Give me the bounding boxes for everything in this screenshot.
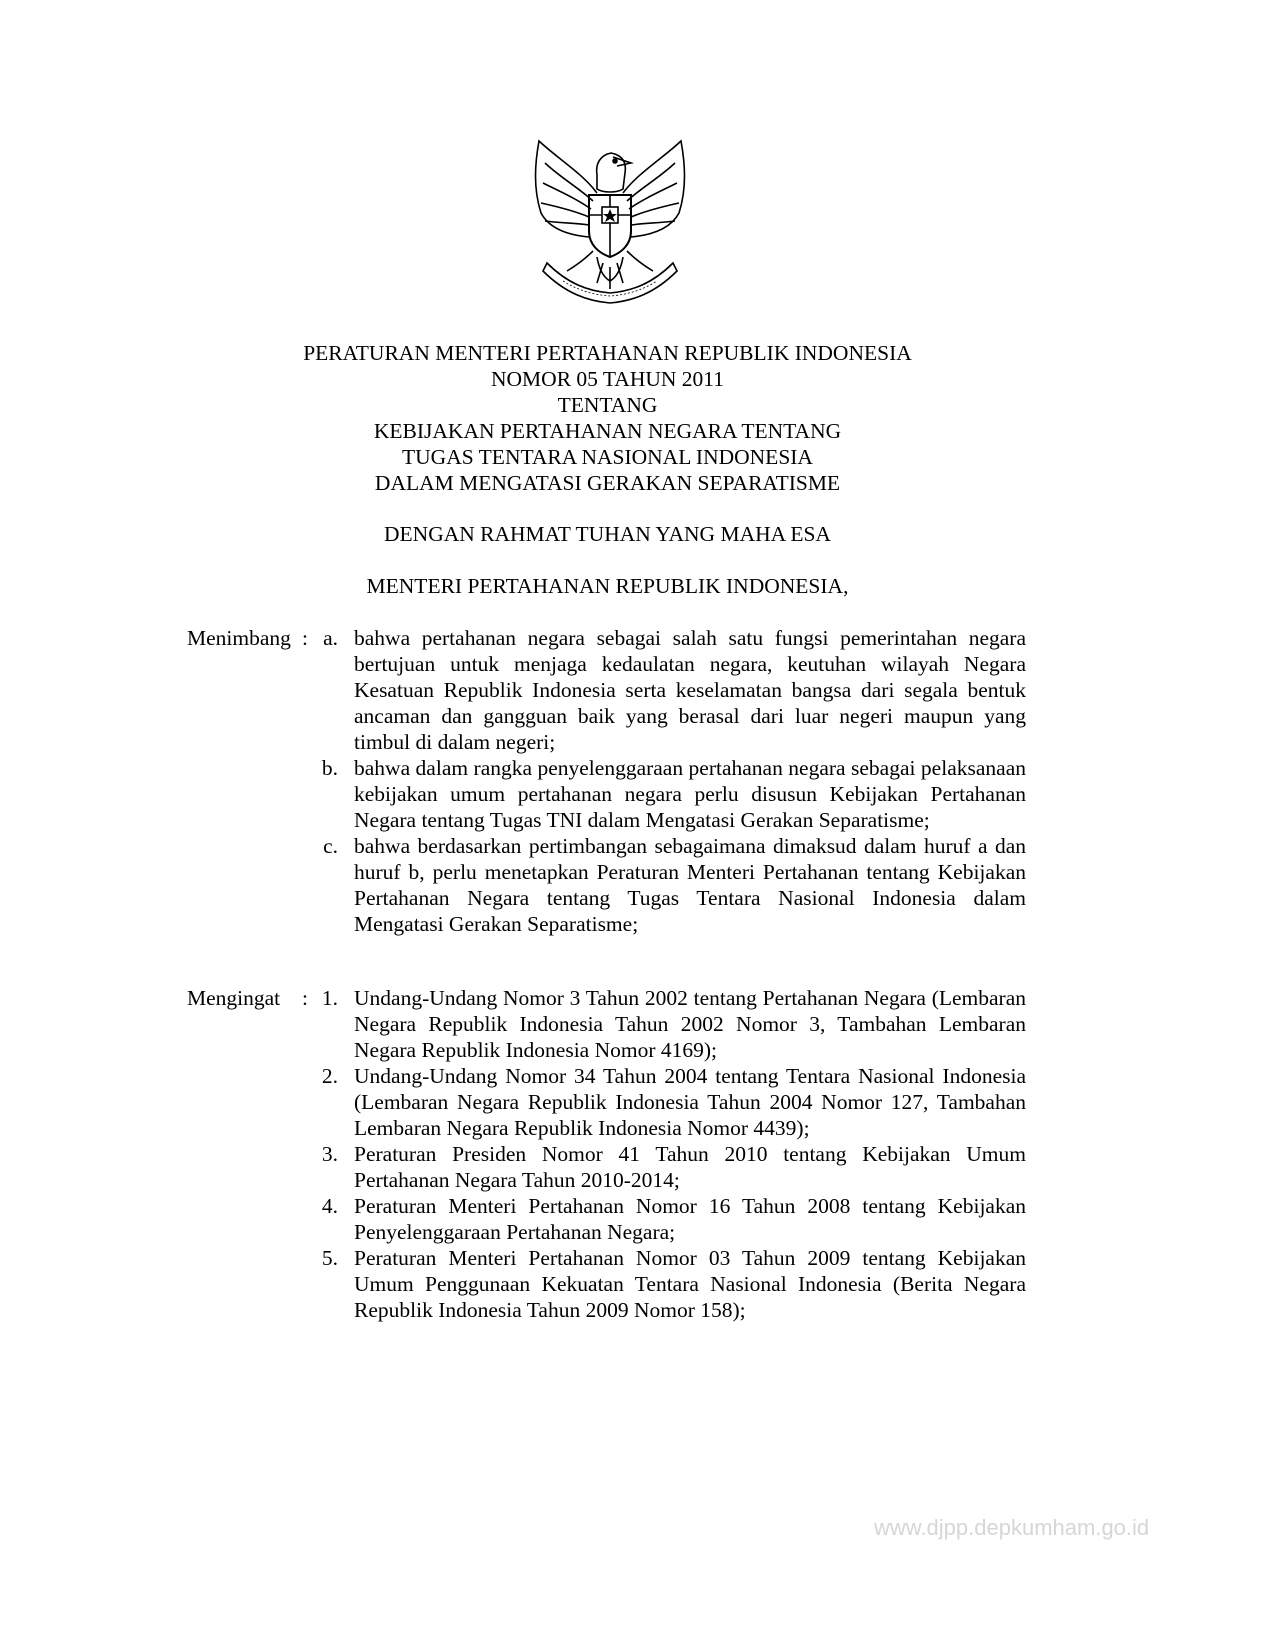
menimbang-colon: : xyxy=(302,626,308,650)
item-text: bahwa dalam rangka penyelenggaraan pertahanan negara sebagai pelaksanaan kebijakan umum pertahanan negara perlu disusun Kebijakan Pertahanan Negara tentang Tugas TNI dalam Mengatasi Gerakan Separatisme; xyxy=(354,756,1026,832)
list-item xyxy=(0,1141,1275,1193)
title-line-2: NOMOR 05 TAHUN 2011 xyxy=(491,367,724,391)
issuer: MENTERI PERTAHANAN REPUBLIK INDONESIA, xyxy=(366,574,849,598)
item-text: bahwa berdasarkan pertimbangan sebagaimana dimaksud dalam huruf a dan huruf b, perlu menetapkan Peraturan Menteri Pertahanan tentang Kebijakan Pertahanan Negara tentang Tugas Tentara Nasional Indonesia dalam Mengatasi Gerakan Separatisme; xyxy=(354,834,1026,936)
item-text: Undang-Undang Nomor 3 Tahun 2002 tentang Pertahanan Negara (Lembaran Negara Republik Indonesia Tahun 2002 Nomor 3, Tambahan Lembaran Negara Republik Indonesia Nomor 4169); xyxy=(354,986,1026,1062)
item-text: bahwa pertahanan negara sebagai salah satu fungsi pemerintahan negara bertujuan untuk menjaga kedaulatan negara, keutuhan wilayah Negara Kesatuan Republik Indonesia serta keselamatan bangsa dari segala bentuk ancaman dan gangguan baik yang berasal dari luar negeri maupun yang timbul di dalam negeri; xyxy=(354,626,1026,754)
item-text: Peraturan Presiden Nomor 41 Tahun 2010 tentang Kebijakan Umum Pertahanan Negara Tahun 2010-2014; xyxy=(354,1142,1026,1192)
menimbang-section xyxy=(0,625,1275,937)
title-line-6: DALAM MENGATASI GERAKAN SEPARATISME xyxy=(374,471,841,495)
item-marker: 3. xyxy=(321,1142,338,1166)
title-line-5: TUGAS TENTARA NASIONAL INDONESIA xyxy=(402,445,813,469)
mengingat-section xyxy=(0,985,1275,1323)
list-item xyxy=(0,985,1275,1063)
item-marker: 2. xyxy=(321,1064,338,1088)
item-text: Peraturan Menteri Pertahanan Nomor 16 Tahun 2008 tentang Kebijakan Penyelenggaraan Pertahanan Negara; xyxy=(354,1194,1026,1244)
list-item xyxy=(0,1193,1275,1245)
mengingat-colon: : xyxy=(302,986,308,1010)
item-text: Undang-Undang Nomor 34 Tahun 2004 tentang Tentara Nasional Indonesia (Lembaran Negara Republik Indonesia Tahun 2004 Nomor 127, Tambahan Lembaran Negara Republik Indonesia Nomor 4439); xyxy=(354,1064,1026,1140)
item-marker: b. xyxy=(321,756,338,780)
item-marker: 5. xyxy=(321,1246,338,1270)
mengingat-label: Mengingat xyxy=(187,986,281,1010)
item-marker: c. xyxy=(323,834,338,858)
menimbang-label: Menimbang xyxy=(187,626,291,650)
list-item xyxy=(0,1245,1275,1323)
title-line-1: PERATURAN MENTERI PERTAHANAN REPUBLIK INDONESIA xyxy=(303,341,912,365)
title-line-4: KEBIJAKAN PERTAHANAN NEGARA TENTANG xyxy=(373,419,842,443)
garuda-emblem-icon xyxy=(527,133,693,315)
item-marker: a. xyxy=(323,626,338,650)
watermark-url: www.djpp.depkumham.go.id xyxy=(874,1515,1150,1540)
list-item xyxy=(0,755,1275,833)
item-text: Peraturan Menteri Pertahanan Nomor 03 Tahun 2009 tentang Kebijakan Umum Penggunaan Kekuatan Tentara Nasional Indonesia (Berita Negara Republik Indonesia Tahun 2009 Nomor 158); xyxy=(354,1246,1026,1322)
regulation-title xyxy=(0,340,1215,496)
list-item xyxy=(0,833,1275,937)
invocation: DENGAN RAHMAT TUHAN YANG MAHA ESA xyxy=(384,522,831,546)
item-marker: 1. xyxy=(321,986,338,1010)
title-line-3: TENTANG xyxy=(557,393,658,417)
item-marker: 4. xyxy=(321,1194,338,1218)
list-item xyxy=(0,1063,1275,1141)
list-item xyxy=(0,625,1275,755)
